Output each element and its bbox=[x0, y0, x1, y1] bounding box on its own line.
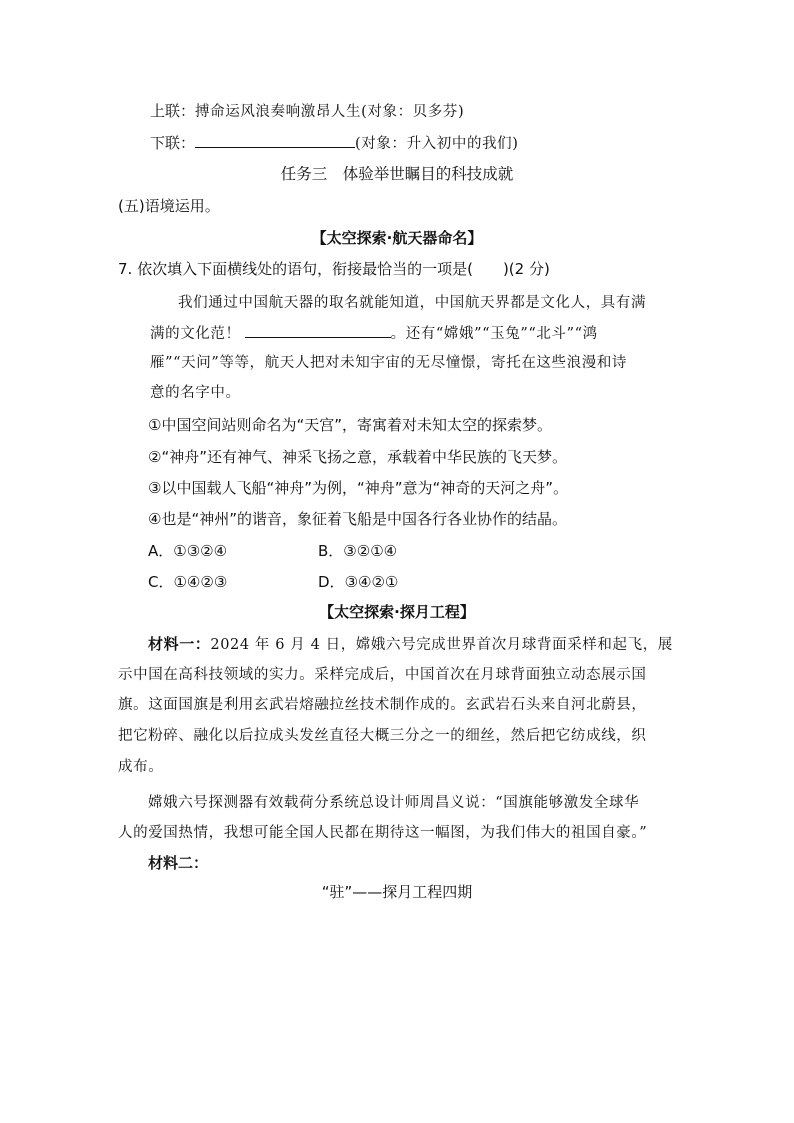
option-d[interactable] bbox=[318, 572, 398, 592]
passage-line-2-end: 。还有“嫦娥”“玉兔”“北斗”“鸿 bbox=[390, 326, 598, 342]
option-d-label: D． bbox=[318, 573, 345, 591]
option-a-label: A． bbox=[148, 542, 174, 560]
option-b[interactable] bbox=[318, 541, 397, 561]
option-b-value: ③②①④ bbox=[343, 542, 398, 560]
couplet-upper-label: 上联： bbox=[150, 102, 196, 120]
option-c[interactable] bbox=[148, 572, 227, 592]
couplet-lower-text: (对象：升入初中的我们) bbox=[355, 136, 519, 152]
couplet-lower-label: 下联： bbox=[150, 134, 196, 152]
option-d-value: ③④②① bbox=[344, 573, 399, 591]
material-1-line-3: 旗。这面国旗是利用玄武岩熔融拉丝技术制作成的。玄武岩石头来自河北蔚县， bbox=[118, 697, 647, 713]
option-a-value: ①③②④ bbox=[173, 542, 228, 560]
subsection-title-naming: 【太空探索·航天器命名】 bbox=[311, 229, 483, 247]
material-2-title: “驻”——探月工程四期 bbox=[321, 883, 473, 901]
material-1-line-1-text: 2024 年 6 月 4 日，嫦娥六号完成世界首次月球背面采样和起飞，展 bbox=[210, 637, 673, 653]
couplet-upper bbox=[150, 101, 464, 122]
material-1-line-5: 成布。 bbox=[118, 759, 164, 775]
subsection-title-lunar: 【太空探索·探月工程】 bbox=[319, 603, 475, 621]
statement-1: ①中国空间站则命名为“天宫”，寄寓着对未知太空的探索梦。 bbox=[148, 416, 552, 434]
passage-line-2 bbox=[150, 323, 598, 344]
question-stem-text: 依次填入下面横线处的语句，衔接最恰当的一项是( )(2 分) bbox=[137, 260, 550, 278]
material-1-para2-line-2: 人的爱国热情，我想可能全国人民都在期待这一幅图，为我们伟大的祖国自豪。” bbox=[118, 825, 648, 841]
statement-3: ③以中国载人飞船“神舟”为例，“神舟”意为“神奇的天河之舟”。 bbox=[148, 479, 569, 497]
question-stem bbox=[118, 259, 550, 279]
section-label: (五)语境运用。 bbox=[118, 197, 220, 215]
material-1-para2-line-1: 嫦娥六号探测器有效载荷分系统总设计师周昌义说：“国旗能够激发全球华 bbox=[148, 795, 640, 811]
couplet-lower bbox=[150, 133, 519, 154]
statement-4: ④也是“神州”的谐音，象征着飞船是中国各行各业协作的结晶。 bbox=[148, 510, 567, 528]
option-c-label: C． bbox=[148, 573, 174, 591]
couplet-lower-blank bbox=[195, 133, 355, 148]
material-1-line-1 bbox=[148, 634, 673, 655]
statement-2: ②“神舟”还有神气、神采飞扬之意，承载着中华民族的飞天梦。 bbox=[148, 448, 567, 466]
material-2-label: 材料二： bbox=[148, 854, 209, 872]
material-1-line-2: 示中国在高科技领域的实力。采样完成后，中国首次在月球背面独立动态展示国 bbox=[118, 667, 647, 683]
passage-line-3: 雁”“天问”等等，航天人把对未知宇宙的无尽憧憬，寄托在这些浪漫和诗 bbox=[150, 355, 628, 371]
material-1-label: 材料一： bbox=[148, 635, 211, 653]
option-b-label: B． bbox=[318, 542, 344, 560]
passage-line-1: 我们通过中国航天器的取名就能知道，中国航天界都是文化人，具有满 bbox=[178, 295, 647, 311]
couplet-upper-text: 搏命运风浪奏响激昂人生(对象：贝多芬) bbox=[195, 104, 465, 120]
passage-line-2-start: 满的文化范！ bbox=[150, 326, 241, 342]
question-number: 7. bbox=[118, 260, 133, 278]
passage-line-4: 意的名字中。 bbox=[150, 385, 241, 401]
passage-blank bbox=[245, 323, 391, 338]
option-c-value: ①④②③ bbox=[173, 573, 228, 591]
task-title: 任务三 体验举世瞩目的科技成就 bbox=[280, 165, 514, 183]
option-a[interactable] bbox=[148, 541, 227, 561]
material-1-line-4: 把它粉碎、融化以后拉成头发丝直径大概三分之一的细丝，然后把它纺成线，织 bbox=[118, 728, 647, 744]
